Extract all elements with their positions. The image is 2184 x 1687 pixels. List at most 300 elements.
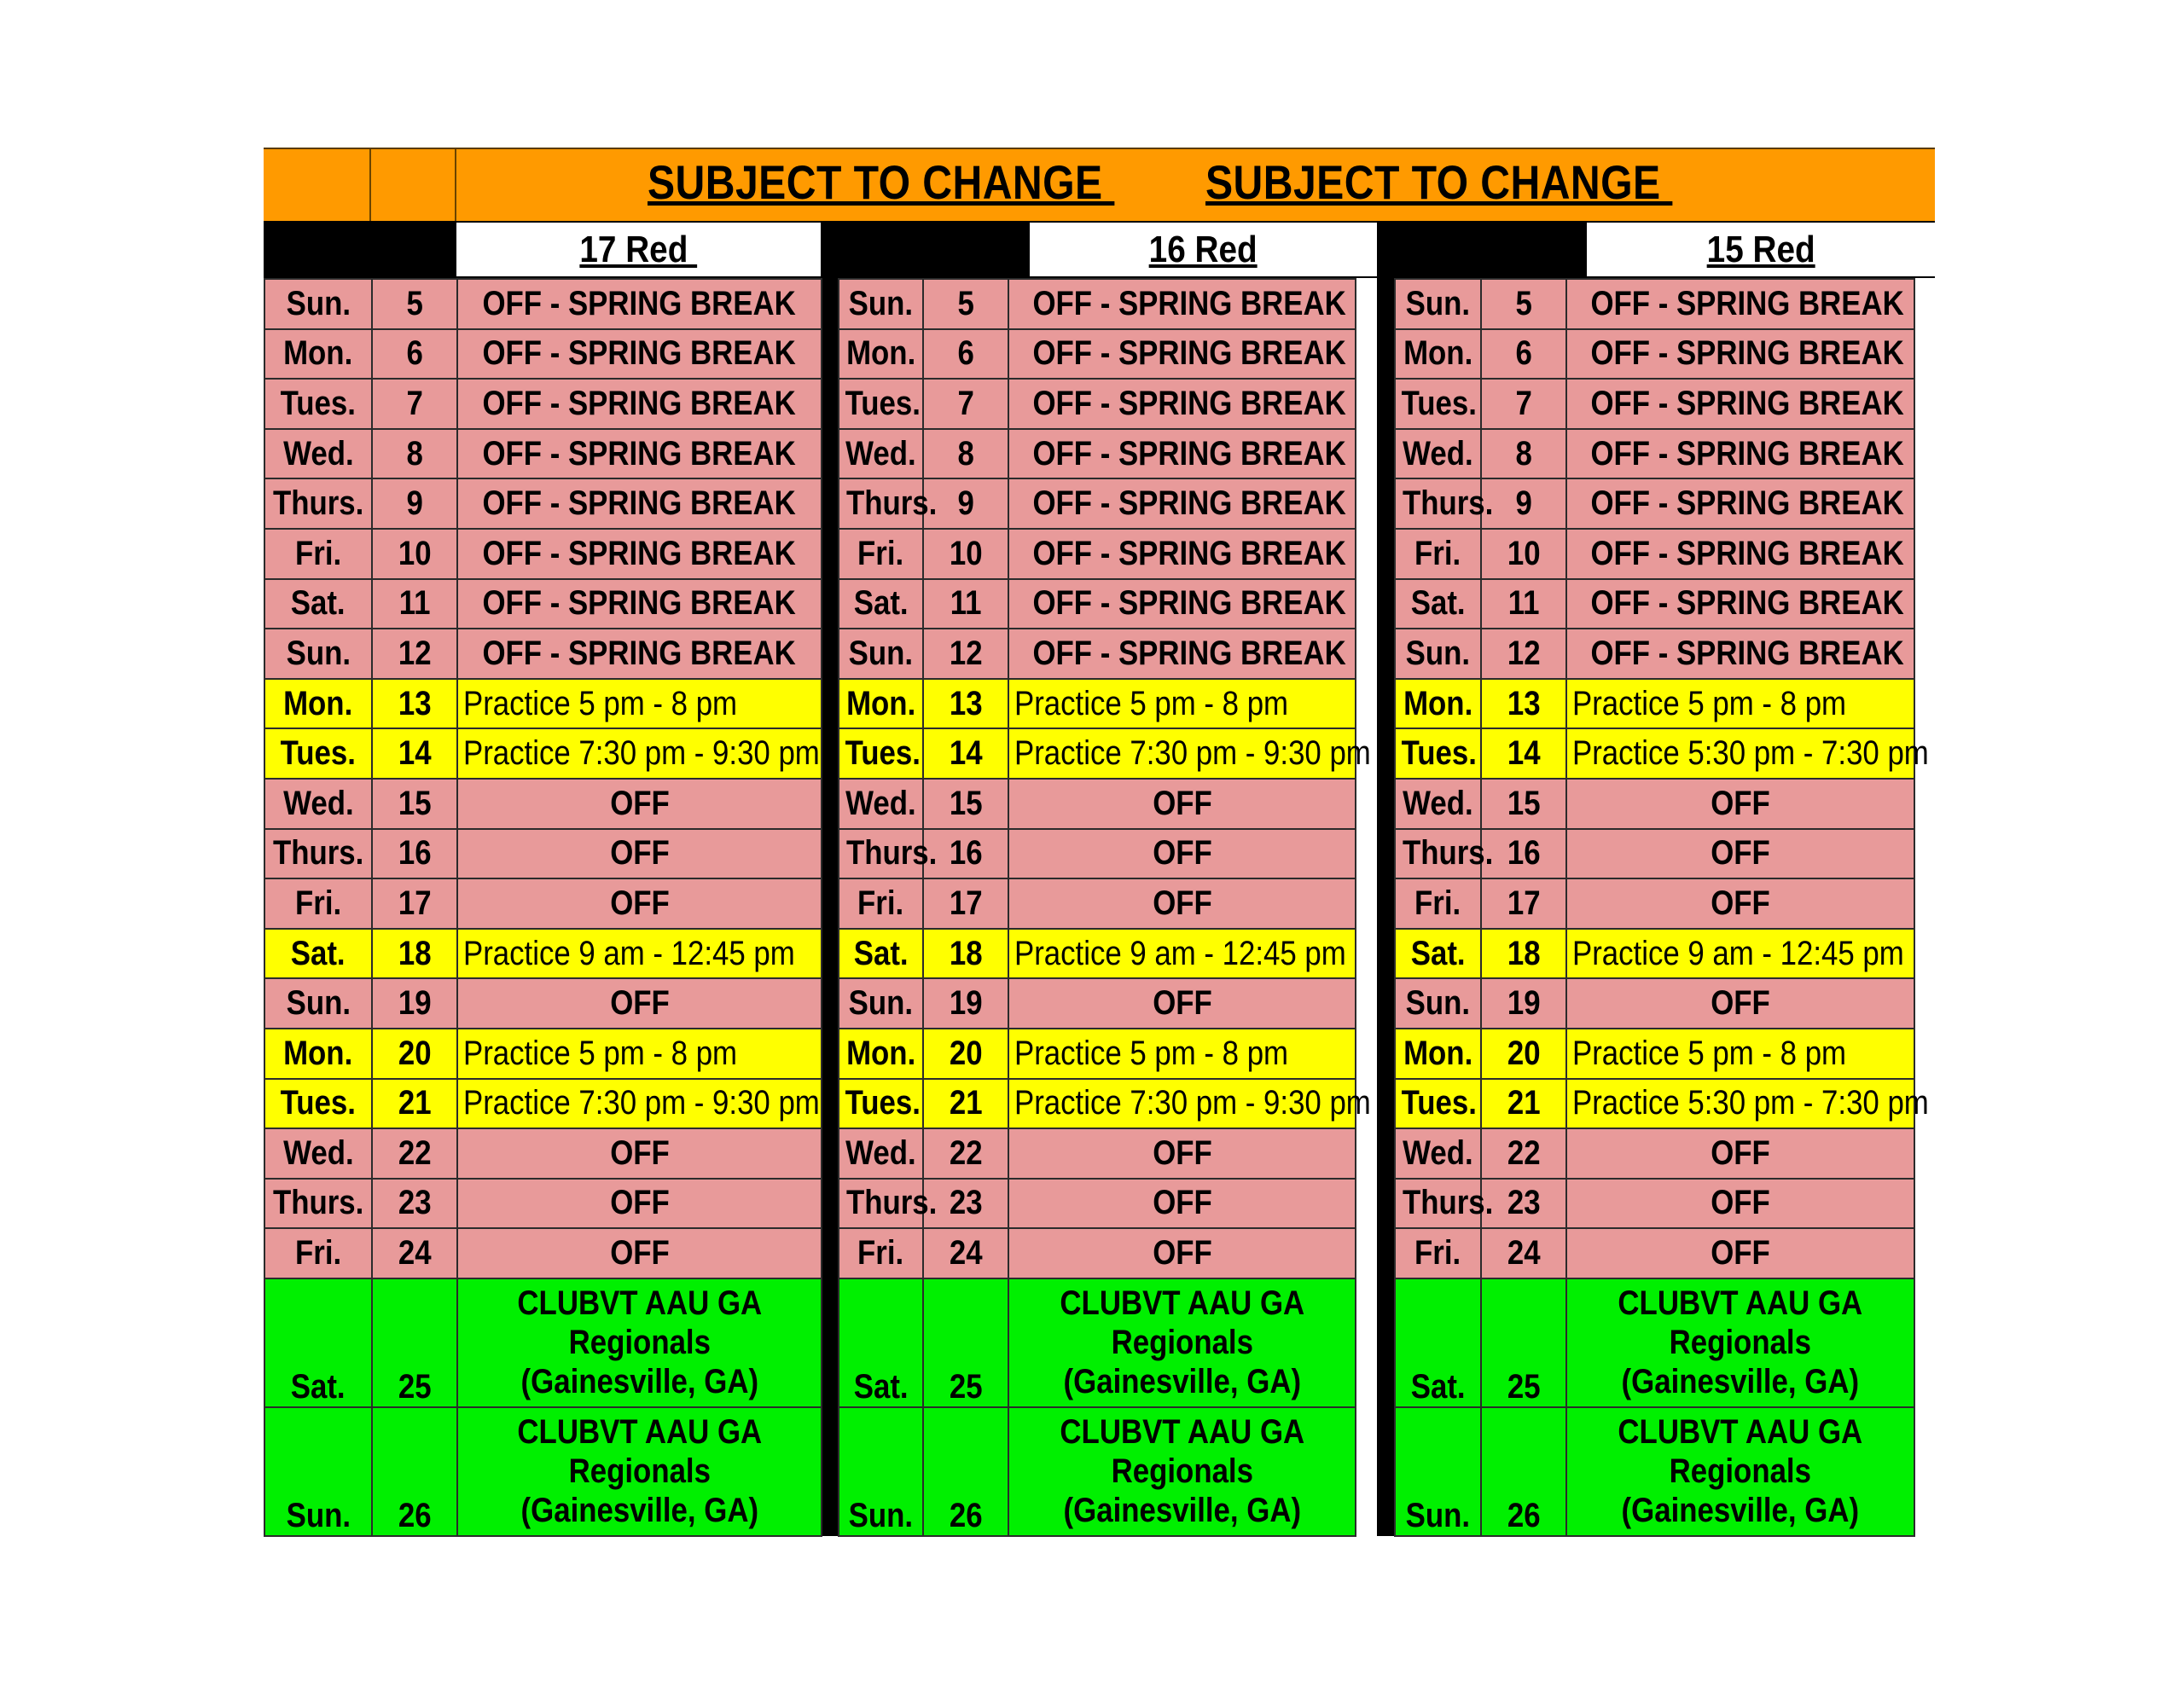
date-cell xyxy=(923,1128,1008,1179)
day-cell xyxy=(839,1278,923,1407)
schedule-row xyxy=(1395,1228,1914,1278)
date-cell xyxy=(372,1179,457,1229)
day-cell xyxy=(839,878,923,929)
schedule-row xyxy=(264,829,822,879)
activity-cell-text: OFF xyxy=(1711,884,1770,922)
date-cell xyxy=(923,579,1008,629)
activity-cell xyxy=(457,829,822,879)
day-cell xyxy=(839,679,923,729)
schedule-row xyxy=(264,279,822,329)
subject-to-change-title-left: SUBJECT TO CHANGE xyxy=(648,155,1115,209)
date-cell-text: 6 xyxy=(957,334,974,373)
day-cell-text: Thurs. xyxy=(845,484,938,523)
day-cell-text: Wed. xyxy=(1403,1133,1473,1172)
date-cell xyxy=(1481,1278,1566,1407)
activity-cell-text: OFF xyxy=(609,1234,670,1272)
activity-cell xyxy=(1008,629,1356,679)
activity-cell-text: Practice 5:30 pm - 7:30 pm xyxy=(1572,1084,1929,1122)
schedule-row xyxy=(1395,1079,1914,1129)
activity-cell-text: Practice 5 pm - 8 pm xyxy=(1572,684,1847,722)
schedule-table xyxy=(264,278,822,1537)
date-cell-text: 8 xyxy=(1515,434,1532,472)
date-cell xyxy=(1481,1079,1566,1129)
day-cell-text: Sat. xyxy=(853,1367,909,1406)
day-cell-text: Sun. xyxy=(1405,634,1471,672)
schedule-row xyxy=(1395,579,1914,629)
schedule-row xyxy=(264,1179,822,1229)
day-cell xyxy=(264,1029,372,1079)
schedule-row xyxy=(839,579,1356,629)
activity-cell xyxy=(457,1179,822,1229)
date-cell-text: 19 xyxy=(398,984,432,1023)
date-cell-text: 13 xyxy=(949,684,983,722)
day-cell xyxy=(264,1228,372,1278)
date-cell xyxy=(1481,978,1566,1029)
date-cell-text: 16 xyxy=(1507,834,1541,872)
schedule-row xyxy=(1395,1407,1914,1536)
activity-cell-text: OFF xyxy=(1711,784,1770,822)
activity-cell-text: OFF - SPRING BREAK xyxy=(1590,634,1904,672)
day-cell-text: Sat. xyxy=(291,584,346,623)
date-cell-text: 17 xyxy=(949,884,983,922)
date-cell-text: 24 xyxy=(949,1234,983,1272)
schedule-table xyxy=(1394,278,1929,1537)
date-cell xyxy=(923,728,1008,779)
date-cell-text: 6 xyxy=(1515,334,1532,373)
activity-cell-text: OFF - SPRING BREAK xyxy=(1590,534,1904,572)
date-cell-text: 20 xyxy=(398,1034,432,1072)
team-header-row xyxy=(264,221,1935,278)
date-cell xyxy=(372,529,457,579)
activity-cell xyxy=(457,379,822,429)
date-cell-text: 15 xyxy=(1507,784,1541,822)
schedule-row xyxy=(839,779,1356,829)
date-cell xyxy=(372,1128,457,1179)
date-cell-text: 11 xyxy=(950,584,982,623)
activity-cell-text: OFF - SPRING BREAK xyxy=(1590,584,1904,623)
day-cell xyxy=(839,1128,923,1179)
date-cell-text: 7 xyxy=(406,384,423,422)
schedule-row xyxy=(1395,779,1914,829)
day-cell-text: Thurs. xyxy=(272,834,364,872)
activity-cell xyxy=(1566,1228,1914,1278)
activity-cell xyxy=(457,1228,822,1278)
day-cell xyxy=(1395,529,1481,579)
schedule-row xyxy=(1395,929,1914,979)
activity-cell xyxy=(457,429,822,479)
date-cell-text: 24 xyxy=(398,1234,432,1272)
day-cell xyxy=(839,829,938,879)
date-cell-text: 18 xyxy=(398,934,432,972)
activity-cell xyxy=(1008,1407,1356,1536)
activity-cell-text: Practice 7:30 pm - 9:30 pm xyxy=(463,734,820,773)
activity-cell-text: OFF - SPRING BREAK xyxy=(1590,434,1904,472)
schedule-row xyxy=(1395,978,1914,1029)
date-cell xyxy=(1481,1407,1566,1536)
activity-cell-text: CLUBVT AAU GA Regionals (Gainesville, GA) xyxy=(1618,1284,1863,1401)
day-cell-text: Sun. xyxy=(848,1496,914,1534)
activity-cell xyxy=(1008,1128,1356,1179)
activity-cell xyxy=(457,929,822,979)
date-cell xyxy=(1481,829,1566,879)
activity-cell-text: OFF - SPRING BREAK xyxy=(1590,384,1904,422)
schedule-row xyxy=(264,579,822,629)
day-cell xyxy=(839,329,923,380)
date-cell xyxy=(372,329,457,380)
activity-cell-text: Practice 9 am - 12:45 pm xyxy=(1014,934,1346,972)
activity-cell-text: OFF xyxy=(1152,1234,1212,1272)
activity-cell-text: OFF - SPRING BREAK xyxy=(1590,484,1904,523)
activity-cell-text: Practice 7:30 pm - 9:30 pm xyxy=(463,1084,820,1122)
activity-cell xyxy=(1008,929,1356,979)
date-cell-text: 18 xyxy=(1507,934,1541,972)
activity-cell xyxy=(457,1029,822,1079)
date-cell-text: 11 xyxy=(398,584,431,623)
day-cell xyxy=(1395,329,1481,380)
day-cell-text: Mon. xyxy=(283,334,353,373)
date-cell-text: 15 xyxy=(398,784,432,822)
schedule-row xyxy=(264,478,822,529)
date-cell-text: 7 xyxy=(1515,384,1532,422)
date-cell xyxy=(372,728,457,779)
day-cell-text: Sat. xyxy=(1410,584,1466,623)
day-cell xyxy=(1395,929,1481,979)
activity-cell xyxy=(1566,478,1914,529)
day-cell xyxy=(1395,379,1481,429)
activity-cell xyxy=(457,779,822,829)
activity-cell xyxy=(1566,779,1914,829)
date-cell xyxy=(372,1228,457,1278)
schedule-row xyxy=(264,929,822,979)
activity-cell-text: OFF - SPRING BREAK xyxy=(1032,634,1346,672)
day-cell-text: Wed. xyxy=(282,784,354,822)
date-cell-text: 12 xyxy=(949,634,983,672)
day-cell-text: Tues. xyxy=(280,734,357,773)
activity-cell-text: CLUBVT AAU GA Regionals (Gainesville, GA) xyxy=(517,1284,762,1401)
date-cell-text: 26 xyxy=(1507,1496,1541,1534)
date-cell-text: 20 xyxy=(949,1034,983,1072)
day-cell-text: Tues. xyxy=(845,1084,921,1122)
day-cell-text: Wed. xyxy=(282,1133,354,1172)
day-cell-text: Wed. xyxy=(1403,434,1473,472)
date-cell xyxy=(1481,579,1566,629)
date-cell-text: 26 xyxy=(398,1496,432,1534)
schedule-row xyxy=(839,929,1356,979)
activity-cell-text: OFF - SPRING BREAK xyxy=(482,434,797,472)
activity-cell xyxy=(1008,429,1356,479)
activity-cell-text: OFF xyxy=(1152,834,1212,872)
day-cell xyxy=(1395,1228,1481,1278)
day-cell xyxy=(1395,1407,1481,1536)
day-cell xyxy=(1395,1128,1481,1179)
date-cell-text: 25 xyxy=(398,1367,432,1406)
day-cell xyxy=(264,878,372,929)
day-cell xyxy=(1395,1179,1494,1229)
day-cell-text: Sun. xyxy=(848,984,914,1023)
schedule-row xyxy=(1395,728,1914,779)
activity-cell-text: OFF xyxy=(609,834,670,872)
date-cell xyxy=(372,1407,457,1536)
date-cell xyxy=(923,429,1008,479)
day-cell xyxy=(839,978,923,1029)
activity-cell xyxy=(1566,529,1914,579)
date-cell xyxy=(372,579,457,629)
activity-cell-text: OFF xyxy=(1152,1133,1212,1172)
schedule-row xyxy=(1395,629,1914,679)
date-cell xyxy=(372,279,457,329)
date-cell-text: 13 xyxy=(398,684,432,722)
date-cell xyxy=(1481,329,1566,380)
date-cell xyxy=(923,1278,1008,1407)
activity-cell xyxy=(1566,679,1914,729)
day-cell xyxy=(1395,978,1481,1029)
date-cell xyxy=(372,679,457,729)
activity-cell-text: OFF - SPRING BREAK xyxy=(1590,334,1904,373)
activity-cell xyxy=(1008,1029,1356,1079)
date-cell-text: 21 xyxy=(949,1084,983,1122)
schedule-row xyxy=(839,1128,1356,1179)
schedule-row xyxy=(839,529,1356,579)
schedule-row xyxy=(839,1179,1356,1229)
date-cell-text: 5 xyxy=(957,284,974,322)
schedule-row xyxy=(264,728,822,779)
date-cell-text: 18 xyxy=(949,934,983,972)
day-cell xyxy=(1395,829,1494,879)
date-cell xyxy=(372,379,457,429)
date-cell-text: 25 xyxy=(949,1367,983,1406)
day-cell xyxy=(264,579,372,629)
schedule-row xyxy=(839,478,1356,529)
schedule-row xyxy=(1395,1278,1914,1407)
day-cell xyxy=(264,1278,372,1407)
date-cell xyxy=(1481,929,1566,979)
day-cell-text: Fri. xyxy=(294,1234,342,1272)
day-cell-text: Sat. xyxy=(291,1367,346,1406)
day-cell-text: Sat. xyxy=(1410,934,1466,972)
schedule-row xyxy=(1395,429,1914,479)
schedule-row xyxy=(264,529,822,579)
day-cell-text: Sun. xyxy=(1405,1496,1471,1534)
activity-cell xyxy=(1566,878,1914,929)
subject-to-change-title-right: SUBJECT TO CHANGE xyxy=(1205,155,1673,209)
date-cell-text: 14 xyxy=(1507,734,1541,773)
day-cell xyxy=(264,779,372,829)
schedule-row xyxy=(1395,878,1914,929)
date-cell xyxy=(923,1029,1008,1079)
schedule-row xyxy=(839,728,1356,779)
date-cell-text: 21 xyxy=(398,1084,432,1122)
activity-cell-text: OFF - SPRING BREAK xyxy=(1032,584,1346,623)
day-cell xyxy=(264,929,372,979)
day-cell-text: Mon. xyxy=(1403,1034,1473,1072)
schedule-row xyxy=(839,1278,1356,1407)
date-cell-text: 26 xyxy=(949,1496,983,1534)
schedule-row xyxy=(1395,279,1914,329)
date-cell xyxy=(1481,728,1566,779)
date-cell xyxy=(372,929,457,979)
schedule-sheet xyxy=(264,148,1935,1536)
schedule-row xyxy=(264,1029,822,1079)
date-cell-text: 9 xyxy=(1515,484,1532,523)
activity-cell-text: OFF xyxy=(1711,1184,1770,1222)
date-cell xyxy=(372,1278,457,1407)
schedule-row xyxy=(264,1278,822,1407)
schedule-row xyxy=(1395,329,1914,380)
day-cell-text: Mon. xyxy=(1403,684,1473,722)
date-cell-text: 23 xyxy=(398,1184,432,1222)
activity-cell xyxy=(457,1278,822,1407)
activity-cell-text: OFF - SPRING BREAK xyxy=(482,484,797,523)
activity-cell xyxy=(1008,1278,1356,1407)
activity-cell xyxy=(1566,1407,1914,1536)
schedule-block-16-red xyxy=(838,278,1371,1537)
activity-cell-text: OFF - SPRING BREAK xyxy=(1032,334,1346,373)
day-cell-text: Wed. xyxy=(845,1133,916,1172)
schedule-row xyxy=(264,779,822,829)
date-cell-text: 22 xyxy=(1507,1133,1541,1172)
schedule-block-17-red xyxy=(264,278,822,1537)
activity-cell-text: OFF xyxy=(609,784,670,822)
day-cell-text: Sun. xyxy=(286,1496,351,1534)
date-cell-text: 21 xyxy=(1507,1084,1541,1122)
schedule-row xyxy=(264,429,822,479)
date-cell-text: 23 xyxy=(949,1184,983,1222)
date-cell-text: 8 xyxy=(406,434,423,472)
activity-cell-text: OFF - SPRING BREAK xyxy=(482,334,797,373)
activity-cell-text: CLUBVT AAU GA Regionals (Gainesville, GA) xyxy=(1060,1284,1304,1401)
schedule-row xyxy=(1395,478,1914,529)
day-cell-text: Thurs. xyxy=(1402,1184,1494,1222)
date-cell-text: 7 xyxy=(957,384,974,422)
day-cell-text: Tues. xyxy=(280,384,357,422)
date-cell-text: 23 xyxy=(1507,1184,1541,1222)
schedule-row xyxy=(264,379,822,429)
schedule-row xyxy=(839,379,1356,429)
day-cell-text: Thurs. xyxy=(1402,484,1494,523)
day-cell xyxy=(839,1179,938,1229)
day-cell xyxy=(1395,279,1481,329)
day-cell-text: Tues. xyxy=(845,734,921,773)
activity-cell xyxy=(1566,1179,1914,1229)
activity-cell xyxy=(1566,978,1914,1029)
activity-cell xyxy=(1566,279,1914,329)
schedule-row xyxy=(264,329,822,380)
activity-cell xyxy=(1566,629,1914,679)
day-cell-text: Sun. xyxy=(286,634,351,672)
schedule-row xyxy=(839,679,1356,729)
day-cell-text: Fri. xyxy=(857,884,904,922)
schedule-row xyxy=(264,1079,822,1129)
date-cell-text: 12 xyxy=(1507,634,1541,672)
day-cell xyxy=(264,279,372,329)
day-cell-text: Fri. xyxy=(1414,884,1461,922)
activity-cell xyxy=(457,1079,822,1129)
activity-cell-text: OFF xyxy=(609,1133,670,1172)
date-cell xyxy=(372,978,457,1029)
day-cell xyxy=(839,1079,923,1129)
schedule-row xyxy=(264,629,822,679)
activity-cell-text: Practice 9 am - 12:45 pm xyxy=(1572,934,1904,972)
day-cell-text: Sat. xyxy=(291,934,346,972)
activity-cell xyxy=(1008,728,1371,779)
date-cell-text: 16 xyxy=(949,834,983,872)
activity-cell-text: OFF xyxy=(1152,884,1212,922)
date-cell-text: 24 xyxy=(1507,1234,1541,1272)
day-cell xyxy=(839,529,923,579)
date-cell xyxy=(1481,1179,1566,1229)
schedule-row xyxy=(1395,379,1914,429)
day-cell xyxy=(264,529,372,579)
date-cell xyxy=(923,679,1008,729)
date-cell-text: 12 xyxy=(398,634,432,672)
day-cell-text: Fri. xyxy=(294,884,342,922)
date-cell-text: 14 xyxy=(398,734,432,773)
schedule-row xyxy=(839,279,1356,329)
activity-cell-text: Practice 5 pm - 8 pm xyxy=(463,684,738,722)
schedule-row xyxy=(839,1079,1356,1129)
date-cell xyxy=(923,629,1008,679)
activity-cell xyxy=(1566,579,1914,629)
day-cell-text: Sat. xyxy=(853,934,909,972)
date-cell xyxy=(1481,629,1566,679)
day-cell xyxy=(264,429,372,479)
date-cell xyxy=(923,1407,1008,1536)
date-cell-text: 10 xyxy=(1507,534,1541,572)
day-cell-text: Thurs. xyxy=(845,1184,938,1222)
date-cell xyxy=(1481,1029,1566,1079)
date-cell xyxy=(372,478,457,529)
day-cell xyxy=(264,629,372,679)
day-cell-text: Fri. xyxy=(1414,534,1461,572)
team-header-16-red xyxy=(1030,221,1377,278)
activity-cell xyxy=(457,728,822,779)
activity-cell-text: CLUBVT AAU GA Regionals (Gainesville, GA) xyxy=(517,1413,762,1530)
day-cell-text: Wed. xyxy=(1403,784,1473,822)
schedule-row xyxy=(839,978,1356,1029)
day-cell-text: Sat. xyxy=(1410,1367,1466,1406)
date-cell-text: 9 xyxy=(406,484,423,523)
activity-cell xyxy=(1008,478,1356,529)
schedule-row xyxy=(264,1128,822,1179)
team-name: 16 Red xyxy=(1149,229,1258,270)
activity-cell xyxy=(1566,1079,1929,1129)
schedule-row xyxy=(1395,1179,1914,1229)
day-cell xyxy=(1395,1278,1481,1407)
activity-cell xyxy=(1566,829,1914,879)
day-cell-text: Mon. xyxy=(845,684,916,722)
day-cell xyxy=(264,329,372,380)
activity-cell-text: Practice 9 am - 12:45 pm xyxy=(463,934,795,972)
activity-cell-text: Practice 7:30 pm - 9:30 pm xyxy=(1014,734,1371,773)
activity-cell-text: OFF xyxy=(609,1184,670,1222)
day-cell xyxy=(839,929,923,979)
date-cell xyxy=(1481,779,1566,829)
date-cell xyxy=(372,878,457,929)
activity-cell xyxy=(1008,1179,1356,1229)
day-cell xyxy=(264,978,372,1029)
block-separator xyxy=(1377,278,1394,1536)
activity-cell xyxy=(1566,728,1929,779)
schedule-row xyxy=(264,1228,822,1278)
activity-cell-text: Practice 5 pm - 8 pm xyxy=(1014,1034,1289,1072)
activity-cell-text: OFF - SPRING BREAK xyxy=(1032,384,1346,422)
activity-cell-text: OFF - SPRING BREAK xyxy=(1032,484,1346,523)
date-cell xyxy=(923,779,1008,829)
day-cell xyxy=(839,779,923,829)
activity-cell xyxy=(1008,379,1356,429)
day-cell xyxy=(1395,878,1481,929)
activity-cell xyxy=(1008,1228,1356,1278)
